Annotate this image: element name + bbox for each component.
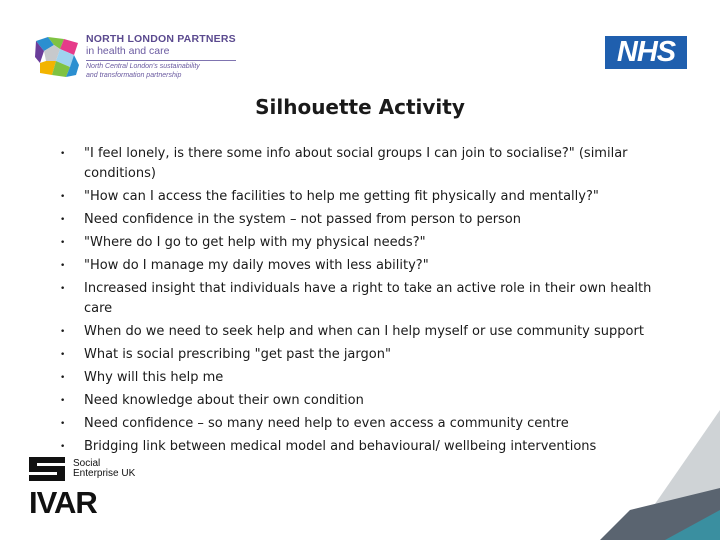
bullet-icon: • <box>60 149 66 159</box>
partners-emblem-icon <box>34 35 80 79</box>
bullet-icon: • <box>60 261 66 271</box>
partners-logo-tagline-2: and transformation partnership <box>86 71 182 79</box>
bullet-text: Need confidence – so many need help to even access a community centre <box>84 416 569 431</box>
bullet-item <box>56 256 656 276</box>
bullet-text: "How can I access the facilities to help me getting fit physically and mentally?" <box>84 189 599 204</box>
bullet-item <box>56 391 656 411</box>
bullet-item <box>56 144 656 184</box>
bullet-item <box>56 322 656 342</box>
partners-logo-title: NORTH LONDON PARTNERS <box>86 33 236 45</box>
bullet-icon: • <box>60 238 66 248</box>
bullet-text: "How do I manage my daily moves with less ability?" <box>84 258 429 273</box>
partners-logo-tagline-1: North Central London's sustainability <box>86 63 200 70</box>
bullet-text: "I feel lonely, is there some info about social groups I can join to socialise?" (similar conditions) <box>84 146 628 181</box>
bullet-item <box>56 233 656 253</box>
social-enterprise-s-icon <box>27 455 67 483</box>
bullet-text: Why will this help me <box>84 370 224 385</box>
bullet-text: Need confidence in the system – not passed from person to person <box>84 212 522 227</box>
bullet-icon: • <box>60 396 66 406</box>
bullet-icon: • <box>60 192 66 202</box>
bullet-icon: • <box>60 442 66 452</box>
bullet-item <box>56 279 656 319</box>
bullet-text: Bridging link between medical model and behavioural/ wellbeing interventions <box>84 439 597 454</box>
corner-decoration <box>560 410 720 540</box>
bullet-icon: • <box>60 284 66 294</box>
nhs-logo: NHS <box>605 36 687 69</box>
bullet-item <box>56 187 656 207</box>
bullet-icon: • <box>60 350 66 360</box>
bullet-item <box>56 345 656 365</box>
bullet-text: Increased insight that individuals have a right to take an active role in their own health care <box>84 281 652 316</box>
seuk-line-2: Enterprise UK <box>73 468 136 479</box>
bullet-item <box>56 210 656 230</box>
bullet-icon: • <box>60 215 66 225</box>
bullet-icon: • <box>60 419 66 429</box>
partners-logo-subtitle: in health and care <box>86 45 170 57</box>
slide-title: Silhouette Activity <box>255 95 465 119</box>
bullet-text: When do we need to seek help and when can I help myself or use community support <box>84 324 644 339</box>
bullet-icon: • <box>60 327 66 337</box>
partners-logo-divider <box>86 60 236 61</box>
bullet-text: Need knowledge about their own condition <box>84 393 364 408</box>
bullet-icon: • <box>60 373 66 383</box>
ivar-logo: IVAR <box>29 485 97 520</box>
seuk-line-1: Social <box>73 458 101 469</box>
bullet-item <box>56 368 656 388</box>
north-london-partners-logo <box>34 33 249 83</box>
social-enterprise-uk-logo <box>27 455 147 485</box>
bullet-text: "Where do I go to get help with my physical needs?" <box>84 235 426 250</box>
bullet-text: What is social prescribing "get past the jargon" <box>84 347 391 362</box>
